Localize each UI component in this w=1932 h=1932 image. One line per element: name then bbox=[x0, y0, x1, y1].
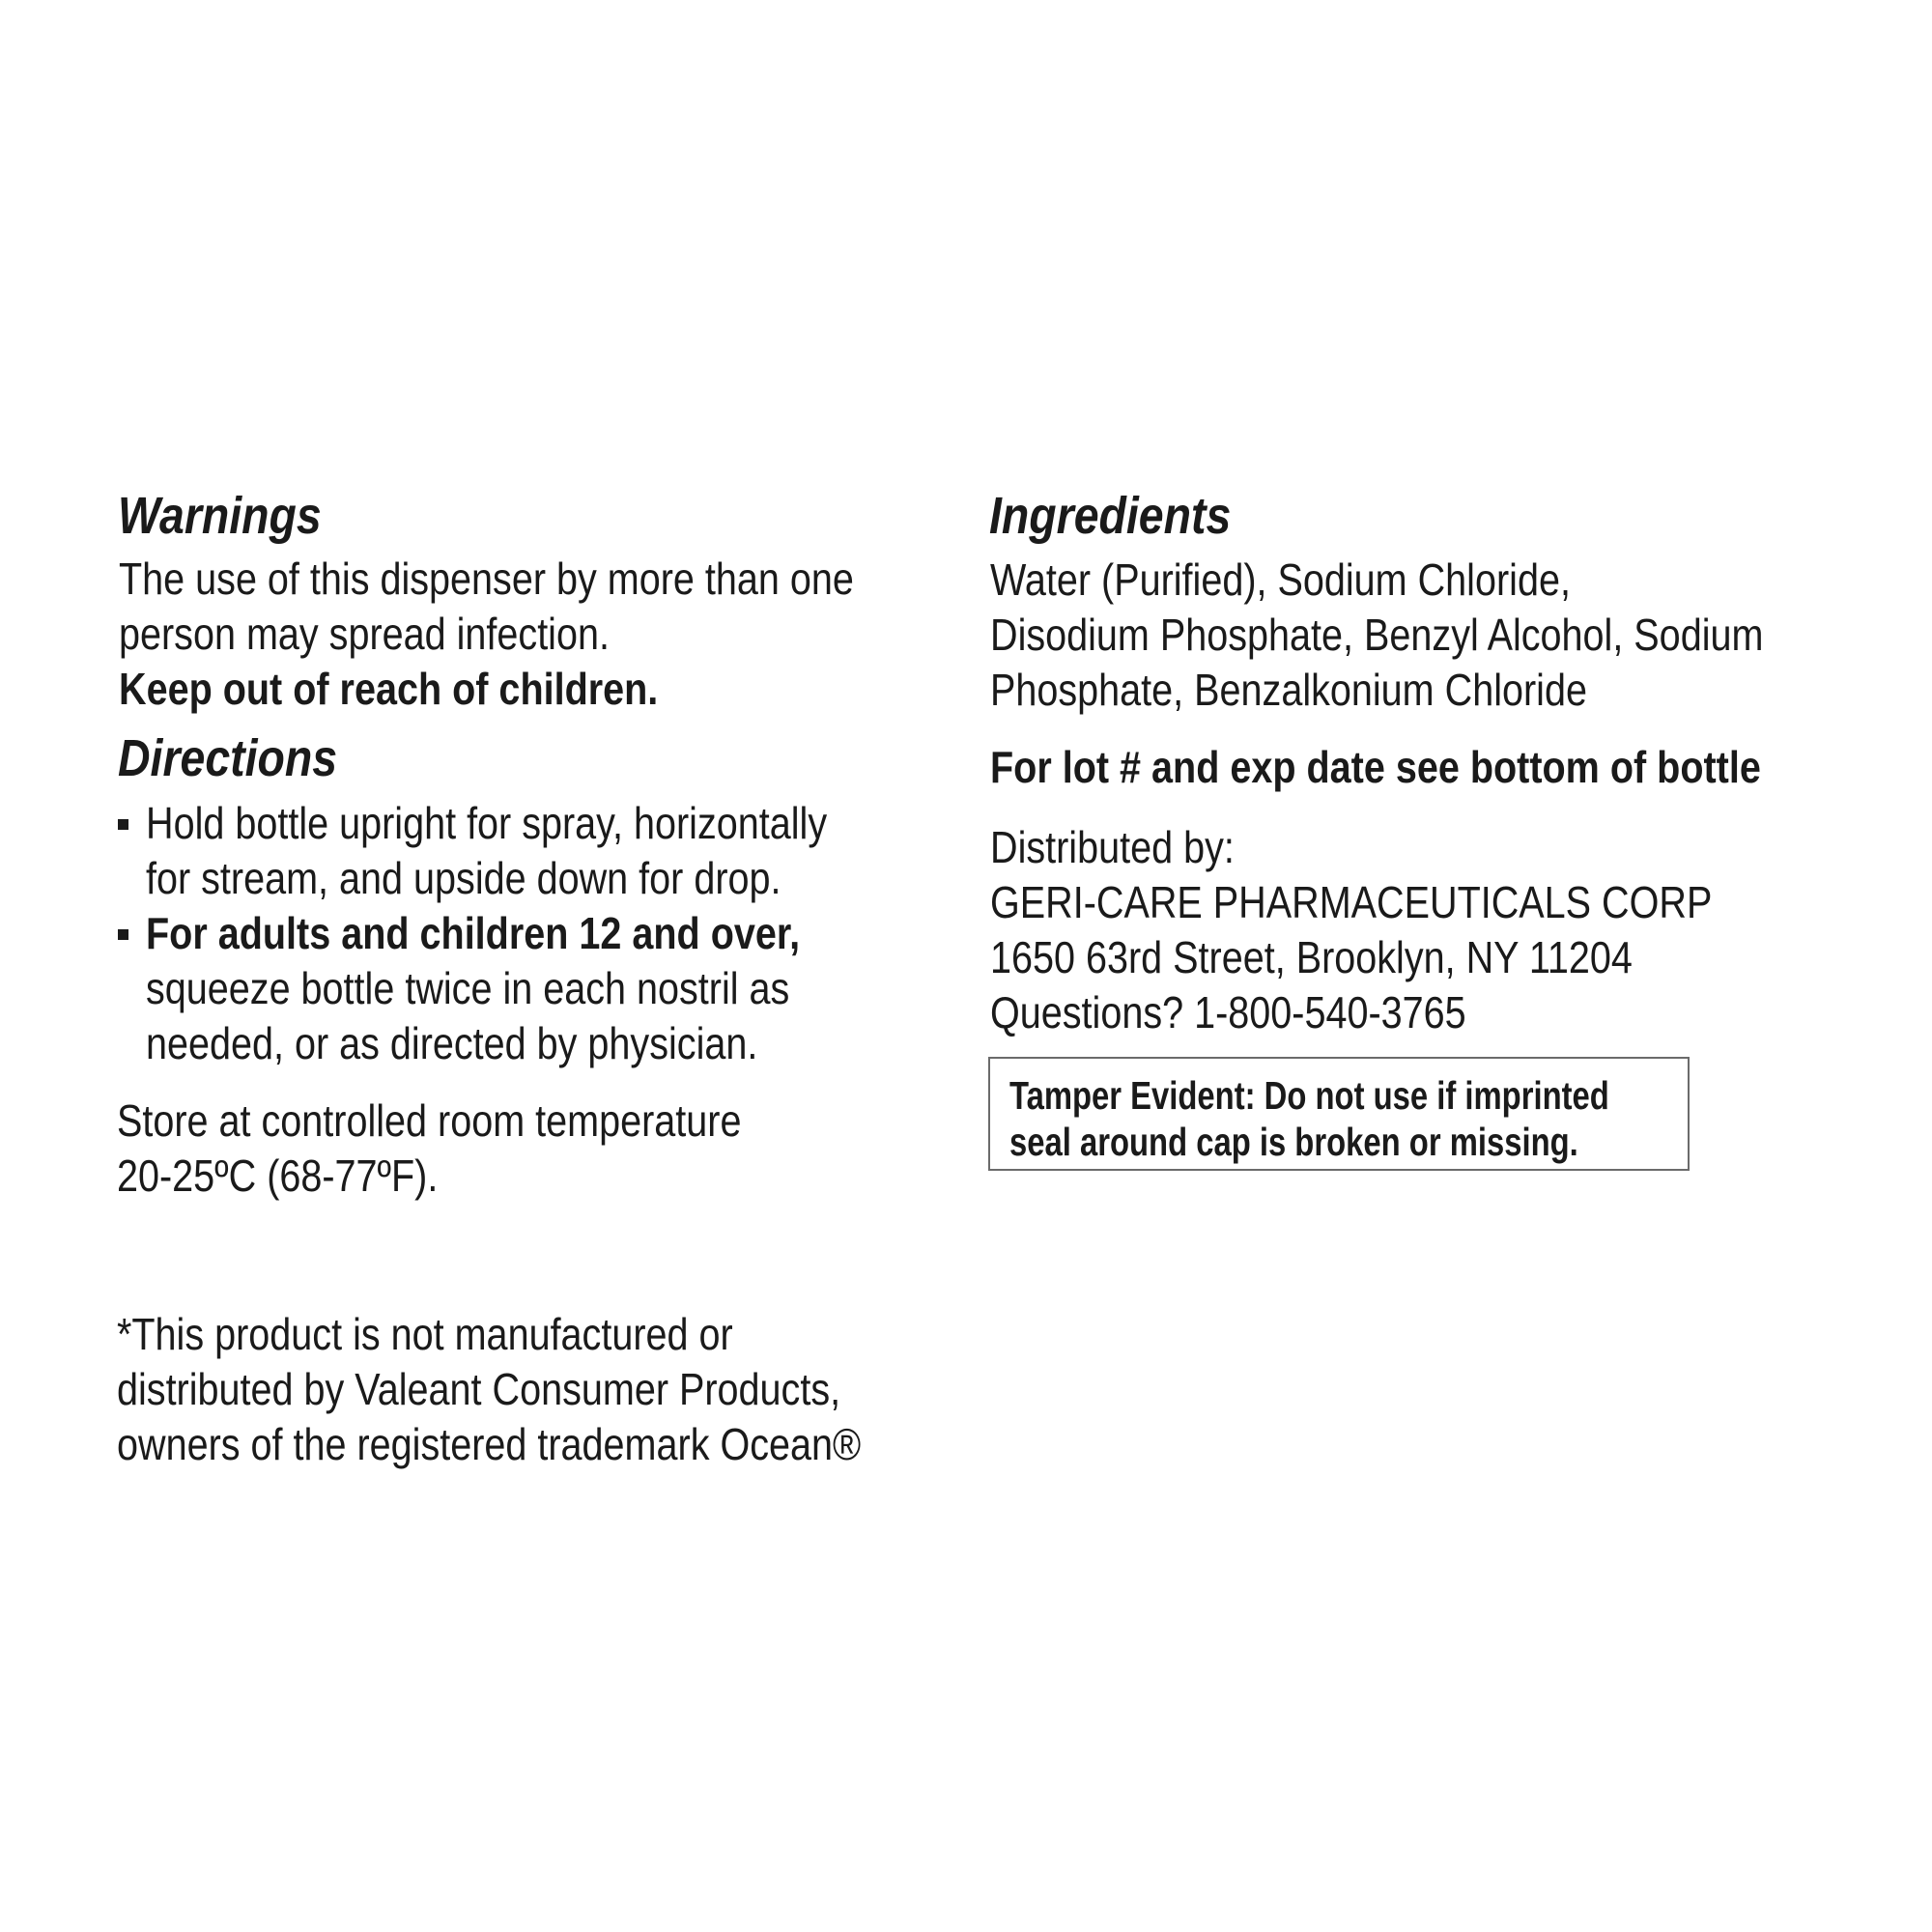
warnings-text-line: The use of this dispenser by more than one bbox=[119, 554, 854, 604]
keep-out-of-reach-warning: Keep out of reach of children. bbox=[119, 664, 659, 714]
distributed-by-label: Distributed by: bbox=[990, 822, 1235, 872]
direction-bullet-1-line: for stream, and upside down for drop. bbox=[146, 853, 781, 903]
directions-heading: Directions bbox=[118, 729, 338, 787]
ingredients-text-line: Water (Purified), Sodium Chloride, bbox=[990, 554, 1571, 605]
direction-bullet-1-line: Hold bottle upright for spray, horizontally bbox=[146, 798, 828, 848]
storage-text-line: Store at controlled room temperature bbox=[117, 1095, 742, 1146]
ingredients-heading: Ingredients bbox=[989, 487, 1232, 545]
bullet-square-icon bbox=[118, 819, 128, 830]
disclaimer-text-line: *This product is not manufactured or bbox=[117, 1309, 733, 1359]
ingredients-text-line: Disodium Phosphate, Benzyl Alcohol, Sodium bbox=[990, 610, 1764, 660]
direction-bullet-2-bold: For adults and children 12 and over, bbox=[146, 908, 801, 958]
bullet-square-icon bbox=[118, 929, 128, 940]
disclaimer-text-line: distributed by Valeant Consumer Products, bbox=[117, 1364, 841, 1414]
distributor-address: 1650 63rd Street, Brooklyn, NY 11204 bbox=[990, 932, 1633, 982]
distributor-phone: Questions? 1-800-540-3765 bbox=[990, 987, 1466, 1037]
ingredients-text-line: Phosphate, Benzalkonium Chloride bbox=[990, 665, 1587, 715]
direction-bullet-2-line: squeeze bottle twice in each nostril as bbox=[146, 963, 790, 1013]
direction-bullet-2-line: needed, or as directed by physician. bbox=[146, 1018, 758, 1068]
storage-text-line: 20-25ºC (68-77ºF). bbox=[117, 1151, 439, 1201]
tamper-evident-line: Tamper Evident: Do not use if imprinted bbox=[1009, 1073, 1609, 1118]
tamper-evident-line: seal around cap is broken or missing. bbox=[1009, 1120, 1578, 1164]
lot-expiry-note: For lot # and exp date see bottom of bottle bbox=[990, 742, 1761, 792]
warnings-heading: Warnings bbox=[118, 487, 322, 545]
disclaimer-text-line: owners of the registered trademark Ocean® bbox=[117, 1419, 862, 1469]
warnings-text-line: person may spread infection. bbox=[119, 609, 610, 659]
distributor-name: GERI-CARE PHARMACEUTICALS CORP bbox=[990, 877, 1713, 927]
